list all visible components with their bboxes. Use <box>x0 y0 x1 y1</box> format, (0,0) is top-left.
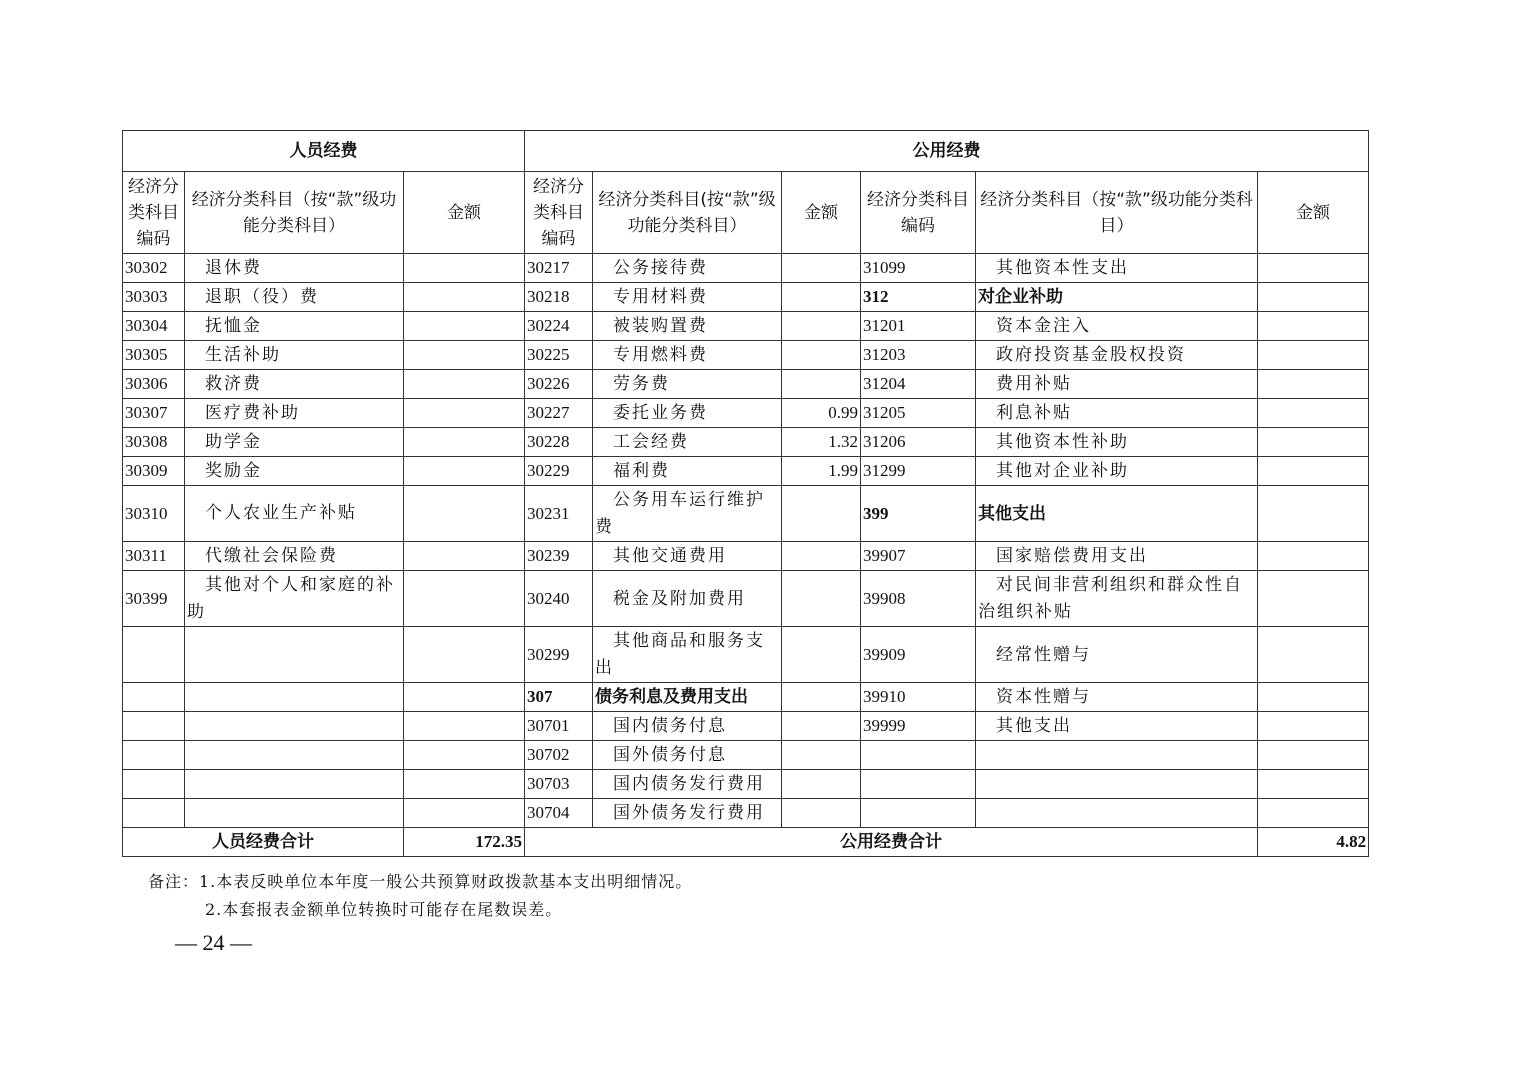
item-cell: 其他支出 <box>976 486 1258 542</box>
table-row <box>123 770 1369 799</box>
code-cell <box>123 741 185 770</box>
item-cell: 被装购置费 <box>593 312 782 341</box>
item-cell: 其他支出 <box>976 712 1258 741</box>
public-total-value: 4.82 <box>1258 828 1369 857</box>
item-cell <box>185 741 404 770</box>
item-cell: 医疗费补助 <box>185 399 404 428</box>
amount-cell <box>782 341 861 370</box>
amount-cell <box>782 712 861 741</box>
code-cell: 30227 <box>525 399 593 428</box>
item-cell: 劳务费 <box>593 370 782 399</box>
code-cell: 31205 <box>861 399 976 428</box>
amount-cell <box>782 741 861 770</box>
table-row <box>123 428 1369 457</box>
amount-cell <box>1258 428 1369 457</box>
amount-cell <box>1258 799 1369 828</box>
code-cell: 30225 <box>525 341 593 370</box>
code-cell <box>123 683 185 712</box>
amount-cell <box>1258 486 1369 542</box>
code-cell: 39907 <box>861 542 976 571</box>
code-cell: 30702 <box>525 741 593 770</box>
code-cell: 30229 <box>525 457 593 486</box>
code-cell: 30311 <box>123 542 185 571</box>
code-cell: 30228 <box>525 428 593 457</box>
item-cell: 专用燃料费 <box>593 341 782 370</box>
table-row <box>123 741 1369 770</box>
item-cell: 个人农业生产补贴 <box>185 486 404 542</box>
item-cell <box>185 799 404 828</box>
code-header: 经济分类科目编码 <box>123 172 185 254</box>
amount-cell <box>1258 457 1369 486</box>
amount-cell <box>782 571 861 627</box>
amount-cell <box>404 683 525 712</box>
item-cell: 福利费 <box>593 457 782 486</box>
item-cell: 公务用车运行维护费 <box>593 486 782 542</box>
item-header: 经济分类科目（按“款”级功能分类科目） <box>976 172 1258 254</box>
table-row <box>123 542 1369 571</box>
amount-cell <box>1258 399 1369 428</box>
item-cell: 退职（役）费 <box>185 283 404 312</box>
item-header: 经济分类科目(按“款”级功能分类科目） <box>593 172 782 254</box>
item-cell <box>976 770 1258 799</box>
item-cell: 税金及附加费用 <box>593 571 782 627</box>
item-header: 经济分类科目（按“款”级功能分类科目） <box>185 172 404 254</box>
amount-cell <box>404 486 525 542</box>
amount-cell <box>782 254 861 283</box>
item-cell <box>185 712 404 741</box>
item-cell <box>976 799 1258 828</box>
item-cell: 其他交通费用 <box>593 542 782 571</box>
table-row <box>123 457 1369 486</box>
item-cell: 其他资本性补助 <box>976 428 1258 457</box>
code-cell: 31201 <box>861 312 976 341</box>
item-cell: 国内债务付息 <box>593 712 782 741</box>
public-header: 公用经费 <box>525 131 1369 172</box>
code-cell: 31203 <box>861 341 976 370</box>
code-cell: 30308 <box>123 428 185 457</box>
code-cell <box>123 799 185 828</box>
amount-cell <box>404 312 525 341</box>
code-cell: 30703 <box>525 770 593 799</box>
item-cell: 其他资本性支出 <box>976 254 1258 283</box>
amount-cell <box>1258 627 1369 683</box>
amount-cell <box>1258 571 1369 627</box>
item-cell: 资本性赠与 <box>976 683 1258 712</box>
amount-cell <box>1258 542 1369 571</box>
amount-cell <box>782 283 861 312</box>
item-cell: 工会经费 <box>593 428 782 457</box>
code-cell: 30224 <box>525 312 593 341</box>
code-cell: 31204 <box>861 370 976 399</box>
amount-cell: 0.99 <box>782 399 861 428</box>
table-row <box>123 312 1369 341</box>
footnote-1: 备注：1.本表反映单位本年度一般公共预算财政拨款基本支出明细情况。 <box>148 872 693 891</box>
code-cell: 30309 <box>123 457 185 486</box>
public-total-label: 公用经费合计 <box>525 828 1258 857</box>
code-cell: 30302 <box>123 254 185 283</box>
amount-cell <box>1258 770 1369 799</box>
item-cell: 其他对个人和家庭的补助 <box>185 571 404 627</box>
item-cell: 其他商品和服务支出 <box>593 627 782 683</box>
item-cell: 利息补贴 <box>976 399 1258 428</box>
code-cell: 31206 <box>861 428 976 457</box>
amount-header: 金额 <box>404 172 525 254</box>
item-cell: 经常性赠与 <box>976 627 1258 683</box>
item-cell: 专用材料费 <box>593 283 782 312</box>
table-row <box>123 627 1369 683</box>
item-cell: 国外债务发行费用 <box>593 799 782 828</box>
amount-cell <box>404 571 525 627</box>
table-row <box>123 712 1369 741</box>
item-cell <box>185 683 404 712</box>
table-row <box>123 254 1369 283</box>
code-cell <box>123 627 185 683</box>
code-cell: 31099 <box>861 254 976 283</box>
item-cell: 奖励金 <box>185 457 404 486</box>
code-cell <box>861 770 976 799</box>
item-cell: 救济费 <box>185 370 404 399</box>
amount-cell <box>1258 254 1369 283</box>
amount-cell <box>782 770 861 799</box>
code-cell: 399 <box>861 486 976 542</box>
code-cell: 30306 <box>123 370 185 399</box>
code-cell: 30305 <box>123 341 185 370</box>
code-cell: 30231 <box>525 486 593 542</box>
amount-header: 金额 <box>782 172 861 254</box>
code-cell: 307 <box>525 683 593 712</box>
amount-cell <box>404 741 525 770</box>
amount-cell <box>404 627 525 683</box>
page-number: — 24 — <box>175 930 252 955</box>
amount-cell <box>782 627 861 683</box>
personnel-header: 人员经费 <box>123 131 525 172</box>
code-cell: 39910 <box>861 683 976 712</box>
table-row <box>123 399 1369 428</box>
item-cell: 对企业补助 <box>976 283 1258 312</box>
amount-cell <box>1258 741 1369 770</box>
amount-cell <box>404 254 525 283</box>
table-row <box>123 486 1369 542</box>
amount-cell <box>404 283 525 312</box>
code-cell: 30299 <box>525 627 593 683</box>
amount-cell: 1.99 <box>782 457 861 486</box>
personnel-total-label: 人员经费合计 <box>123 828 404 857</box>
code-cell: 30218 <box>525 283 593 312</box>
code-cell <box>123 770 185 799</box>
table-row <box>123 283 1369 312</box>
amount-header: 金额 <box>1258 172 1369 254</box>
code-cell: 30239 <box>525 542 593 571</box>
code-cell: 30399 <box>123 571 185 627</box>
code-cell: 312 <box>861 283 976 312</box>
item-cell: 国内债务发行费用 <box>593 770 782 799</box>
item-cell: 国外债务付息 <box>593 741 782 770</box>
amount-cell <box>1258 312 1369 341</box>
amount-cell <box>404 542 525 571</box>
amount-cell <box>1258 683 1369 712</box>
item-cell: 生活补助 <box>185 341 404 370</box>
item-cell: 抚恤金 <box>185 312 404 341</box>
item-cell: 费用补贴 <box>976 370 1258 399</box>
item-cell: 国家赔偿费用支出 <box>976 542 1258 571</box>
code-cell: 31299 <box>861 457 976 486</box>
code-cell: 30226 <box>525 370 593 399</box>
table-row <box>123 341 1369 370</box>
code-cell: 30303 <box>123 283 185 312</box>
amount-cell <box>1258 283 1369 312</box>
item-cell: 其他对企业补助 <box>976 457 1258 486</box>
amount-cell <box>404 799 525 828</box>
table-row <box>123 571 1369 627</box>
item-cell: 资本金注入 <box>976 312 1258 341</box>
amount-cell <box>404 428 525 457</box>
code-cell: 30217 <box>525 254 593 283</box>
code-cell: 39909 <box>861 627 976 683</box>
amount-cell <box>782 486 861 542</box>
amount-cell: 1.32 <box>782 428 861 457</box>
amount-cell <box>782 370 861 399</box>
code-cell: 30701 <box>525 712 593 741</box>
amount-cell <box>404 770 525 799</box>
amount-cell <box>1258 712 1369 741</box>
code-header: 经济分类科目编码 <box>525 172 593 254</box>
item-cell: 公务接待费 <box>593 254 782 283</box>
code-cell: 30310 <box>123 486 185 542</box>
amount-cell <box>404 457 525 486</box>
amount-cell <box>404 370 525 399</box>
amount-cell <box>404 712 525 741</box>
code-cell: 30304 <box>123 312 185 341</box>
item-cell: 退休费 <box>185 254 404 283</box>
code-cell <box>861 799 976 828</box>
item-cell: 代缴社会保险费 <box>185 542 404 571</box>
code-header: 经济分类科目编码 <box>861 172 976 254</box>
footnotes <box>148 868 692 924</box>
code-cell <box>861 741 976 770</box>
table-row <box>123 370 1369 399</box>
amount-cell <box>782 312 861 341</box>
code-cell <box>123 712 185 741</box>
personnel-total-value: 172.35 <box>404 828 525 857</box>
expenditure-detail-table <box>122 130 1369 857</box>
code-cell: 30704 <box>525 799 593 828</box>
amount-cell <box>782 683 861 712</box>
amount-cell <box>782 799 861 828</box>
code-cell: 39908 <box>861 571 976 627</box>
item-cell: 债务利息及费用支出 <box>593 683 782 712</box>
amount-cell <box>404 399 525 428</box>
item-cell <box>976 741 1258 770</box>
code-cell: 39999 <box>861 712 976 741</box>
code-cell: 30240 <box>525 571 593 627</box>
footnote-2: 2.本套报表金额单位转换时可能存在尾数误差。 <box>205 900 563 919</box>
item-cell: 助学金 <box>185 428 404 457</box>
amount-cell <box>404 341 525 370</box>
table-row <box>123 799 1369 828</box>
item-cell: 委托业务费 <box>593 399 782 428</box>
amount-cell <box>1258 370 1369 399</box>
item-cell: 政府投资基金股权投资 <box>976 341 1258 370</box>
item-cell <box>185 627 404 683</box>
amount-cell <box>782 542 861 571</box>
item-cell: 对民间非营利组织和群众性自治组织补贴 <box>976 571 1258 627</box>
code-cell: 30307 <box>123 399 185 428</box>
amount-cell <box>1258 341 1369 370</box>
table-row <box>123 683 1369 712</box>
item-cell <box>185 770 404 799</box>
